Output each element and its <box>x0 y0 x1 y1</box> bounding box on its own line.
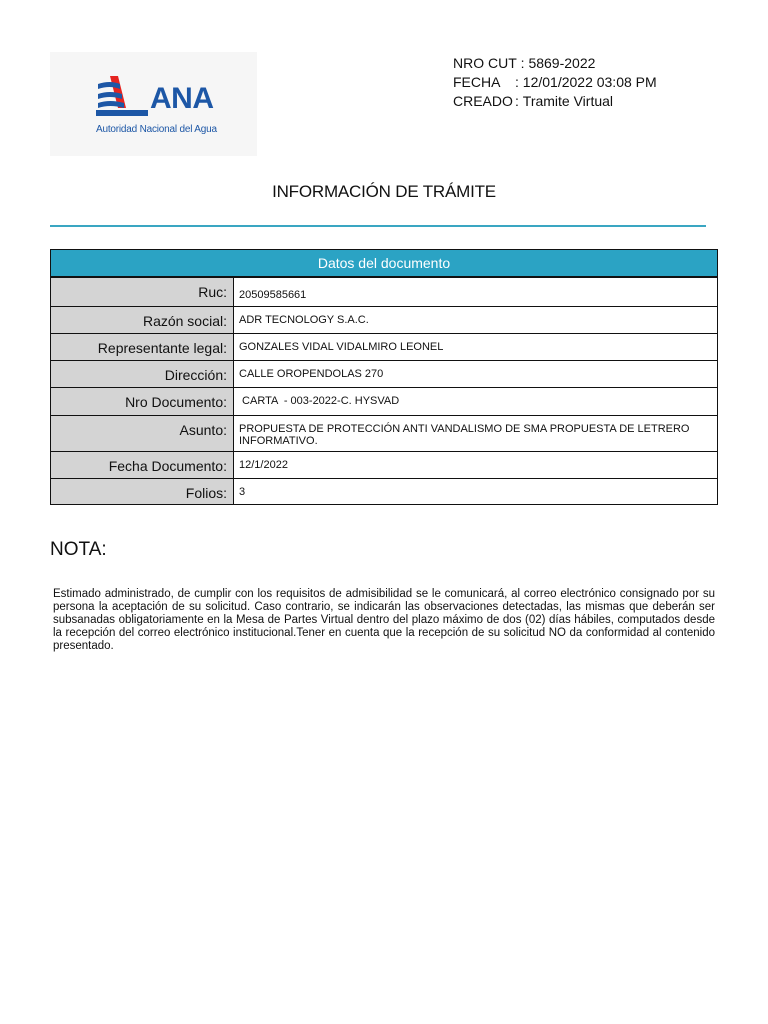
razon-social-value: ADR TECNOLOGY S.A.C. <box>234 306 718 333</box>
table-row <box>51 277 718 306</box>
nro-cut-label: NRO CUT <box>453 55 517 71</box>
nro-documento-value: CARTA - 003-2022-C. HYSVAD <box>234 387 718 415</box>
document-data-table <box>50 249 718 505</box>
logo-wordmark: ANA <box>150 82 214 115</box>
fecha-label: FECHA <box>453 74 501 90</box>
folios-value: 3 <box>234 478 718 504</box>
table-header: Datos del documento <box>51 250 718 278</box>
nro-documento-label: Nro Documento: <box>51 387 234 415</box>
water-wave-icon <box>96 76 148 122</box>
table-row <box>51 451 718 478</box>
logo-subtitle: Autoridad Nacional del Agua <box>96 124 217 135</box>
asunto-label: Asunto: <box>51 415 234 451</box>
fecha-row: FECHA : 12/01/2022 03:08 PM <box>453 74 657 90</box>
fecha-documento-value: 12/1/2022 <box>234 451 718 478</box>
direccion-value: CALLE OROPENDOLAS 270 <box>234 360 718 387</box>
creado-value: Tramite Virtual <box>522 93 614 109</box>
nota-body: Estimado administrado, de cumplir con los requisitos de admisibilidad se le comunicará, al correo electrónico consignado por su persona la aceptación de su solicitud. Caso contrario, se indicarán las observaciones detectadas, las mismas que deberán ser subsanadas obligatoriamente en la Mesa de Partes Virtual dentro del plazo máximo de dos (02) días hábiles, computados desde la recepción del correo electrónico institucional.Tener en cuenta que la recepción de su solicitud NO da conformidad al contenido presentado. <box>53 588 715 652</box>
representante-value: GONZALES VIDAL VIDALMIRO LEONEL <box>234 333 718 360</box>
header-meta <box>453 54 657 111</box>
representante-label: Representante legal: <box>51 333 234 360</box>
direccion-label: Dirección: <box>51 360 234 387</box>
nro-cut-value: 5869-2022 <box>528 55 596 71</box>
razon-social-label: Razón social: <box>51 306 234 333</box>
creado-row: CREADO : Tramite Virtual <box>453 93 614 109</box>
ruc-value: 20509585661 <box>234 277 718 306</box>
nro-cut-row: NRO CUT : 5869-2022 <box>453 55 596 71</box>
table-row <box>51 306 718 333</box>
asunto-value: PROPUESTA DE PROTECCIÓN ANTI VANDALISMO DE SMA PROPUESTA DE LETRERO INFORMATIVO. <box>234 415 718 451</box>
creado-label: CREADO <box>453 93 513 109</box>
ruc-label: Ruc: <box>51 277 234 306</box>
folios-label: Folios: <box>51 478 234 504</box>
table-row <box>51 360 718 387</box>
ana-logo <box>50 52 257 156</box>
table-row <box>51 415 718 451</box>
table-row <box>51 387 718 415</box>
table-row <box>51 333 718 360</box>
nota-heading: NOTA: <box>50 539 107 560</box>
table-row <box>51 478 718 504</box>
fecha-documento-label: Fecha Documento: <box>51 451 234 478</box>
page-title: INFORMACIÓN DE TRÁMITE <box>272 182 496 201</box>
fecha-value: 12/01/2022 03:08 PM <box>522 74 657 90</box>
title-divider <box>50 225 706 227</box>
